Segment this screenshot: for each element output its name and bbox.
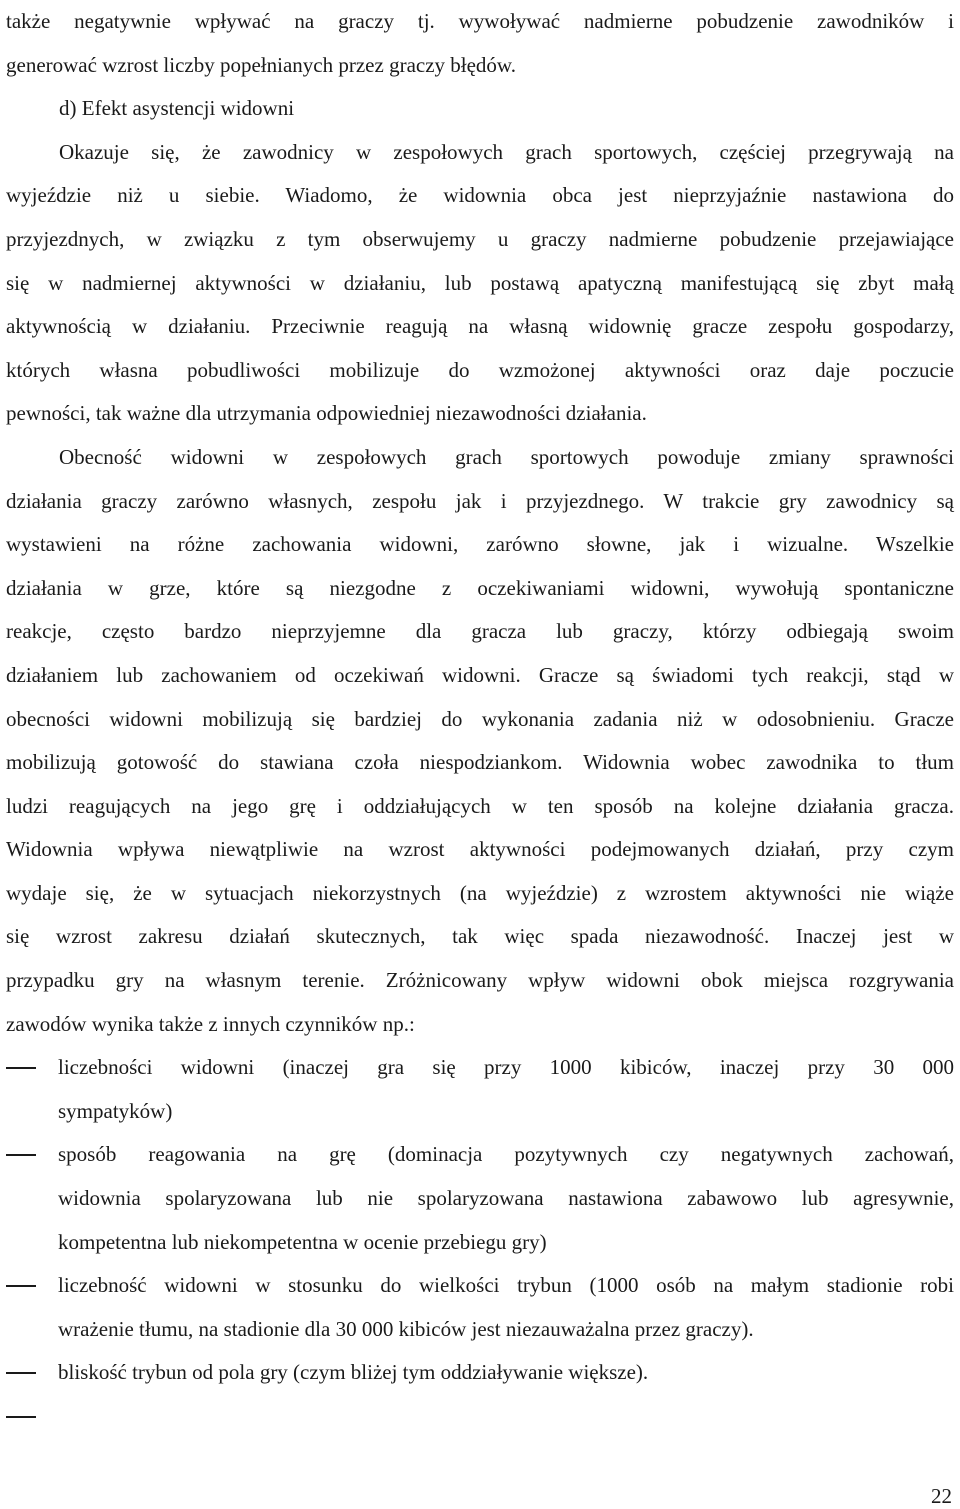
text-line: wyjeździe niż u siebie. Wiadomo, że widownia obca jest nieprzyjaźnie nastawiona do bbox=[6, 183, 954, 208]
paragraph-home-advantage bbox=[6, 131, 954, 436]
text-line: się w nadmiernej aktywności w działaniu, lub postawą apatyczną manifestującą się zbyt małą bbox=[6, 270, 954, 295]
text-line: pewności, tak ważne dla utrzymania odpowiedniej niezawodności działania. bbox=[6, 401, 647, 426]
list-item bbox=[6, 1046, 954, 1133]
intro-paragraph bbox=[6, 0, 954, 87]
text-line: Widownia wpływa niewątpliwie na wzrost aktywności podejmowanych działań, przy czym bbox=[6, 837, 954, 862]
text-line: sposób reagowania na grę (dominacja pozytywnych czy negatywnych zachowań, bbox=[58, 1142, 954, 1167]
dash-bullet-icon bbox=[6, 1285, 36, 1287]
text-line: się wzrost zakresu działań skutecznych, tak więc spada niezawodność. Inaczej jest w bbox=[6, 924, 954, 949]
text-line: sympatyków) bbox=[58, 1098, 173, 1123]
dash-bullet-icon bbox=[6, 1067, 36, 1069]
text-line: mobilizują gotowość do stawiana czoła niespodziankom. Widownia wobec zawodnika to tłum bbox=[6, 750, 954, 775]
page-number: 22 bbox=[931, 1484, 952, 1508]
section-heading: d) Efekt asystencji widowni bbox=[59, 96, 295, 121]
text-line: kompetentna lub niekompetentna w ocenie przebiegu gry) bbox=[58, 1229, 547, 1254]
text-line: wydaje się, że w sytuacjach niekorzystnych (na wyjeździe) z wzrostem aktywności nie wiąże bbox=[6, 880, 954, 905]
text-line: generować wzrost liczby popełnianych przez graczy błędów. bbox=[6, 52, 516, 77]
text-line: obecności widowni mobilizują się bardziej do wykonania zadania niż w odosobnieniu. Gracze bbox=[6, 706, 954, 731]
text-line: reakcje, często bardzo nieprzyjemne dla gracza lub graczy, którzy odbiegają swoim bbox=[6, 619, 954, 644]
text-line: których własna pobudliwości mobilizuje do wzmożonej aktywności oraz daje poczucie bbox=[6, 357, 954, 382]
dash-bullet-icon bbox=[6, 1416, 36, 1418]
text-line: działania graczy zarówno własnych, zespołu jak i przyjezdnego. W trakcie gry zawodnicy są bbox=[6, 488, 954, 513]
dash-bullet-icon bbox=[6, 1372, 36, 1374]
text-line: przypadku gry na własnym terenie. Zróżnicowany wpływ widowni obok miejsca rozgrywania bbox=[6, 968, 954, 993]
factors-list bbox=[6, 1046, 954, 1438]
text-line: wystawieni na różne zachowania widowni, zarówno słowne, jak i wizualne. Wszelkie bbox=[6, 532, 954, 557]
text-line: liczebność widowni w stosunku do wielkości trybun (1000 osób na małym stadionie robi bbox=[58, 1273, 954, 1298]
text-line: przyjezdnych, w związku z tym obserwujemy u graczy nadmierne pobudzenie przejawiające bbox=[6, 226, 954, 251]
text-line: Obecność widowni w zespołowych grach sportowych powoduje zmiany sprawności bbox=[59, 444, 954, 469]
list-item bbox=[6, 1351, 954, 1395]
text-line: działania w grze, które są niezgodne z oczekiwaniami widowni, wywołują spontaniczne bbox=[6, 575, 954, 600]
text-line: aktywnością w działaniu. Przeciwnie reagują na własną widownię gracze zespołu gospodarzy, bbox=[6, 314, 954, 339]
dash-bullet-icon bbox=[6, 1154, 36, 1156]
text-line: ludzi reagujących na jego grę i oddziałujących w ten sposób na kolejne działania gracza. bbox=[6, 793, 954, 818]
list-item bbox=[6, 1395, 954, 1439]
text-line bbox=[58, 1395, 954, 1439]
paragraph-audience-presence bbox=[6, 436, 954, 1046]
text-line: Okazuje się, że zawodnicy w zespołowych grach sportowych, częściej przegrywają na bbox=[59, 139, 954, 164]
list-item bbox=[6, 1264, 954, 1351]
text-line: także negatywnie wpływać na graczy tj. wywoływać nadmierne pobudzenie zawodników i bbox=[6, 9, 954, 33]
text-line: wrażenie tłumu, na stadionie dla 30 000 kibiców jest niezauważalna przez graczy). bbox=[58, 1316, 754, 1341]
list-item bbox=[6, 1133, 954, 1264]
document-page bbox=[6, 0, 954, 1439]
text-line: działaniem lub zachowaniem od oczekiwań widowni. Gracze są świadomi tych reakcji, stąd w bbox=[6, 662, 954, 687]
text-line: bliskość trybun od pola gry (czym bliżej tym oddziaływanie większe). bbox=[58, 1360, 649, 1385]
text-line: zawodów wynika także z innych czynników np.: bbox=[6, 1011, 415, 1036]
text-line: widownia spolaryzowana lub nie spolaryzowana nastawiona zabawowo lub agresywnie, bbox=[58, 1186, 954, 1211]
text-line: liczebności widowni (inaczej gra się przy 1000 kibiców, inaczej przy 30 000 bbox=[58, 1055, 954, 1080]
